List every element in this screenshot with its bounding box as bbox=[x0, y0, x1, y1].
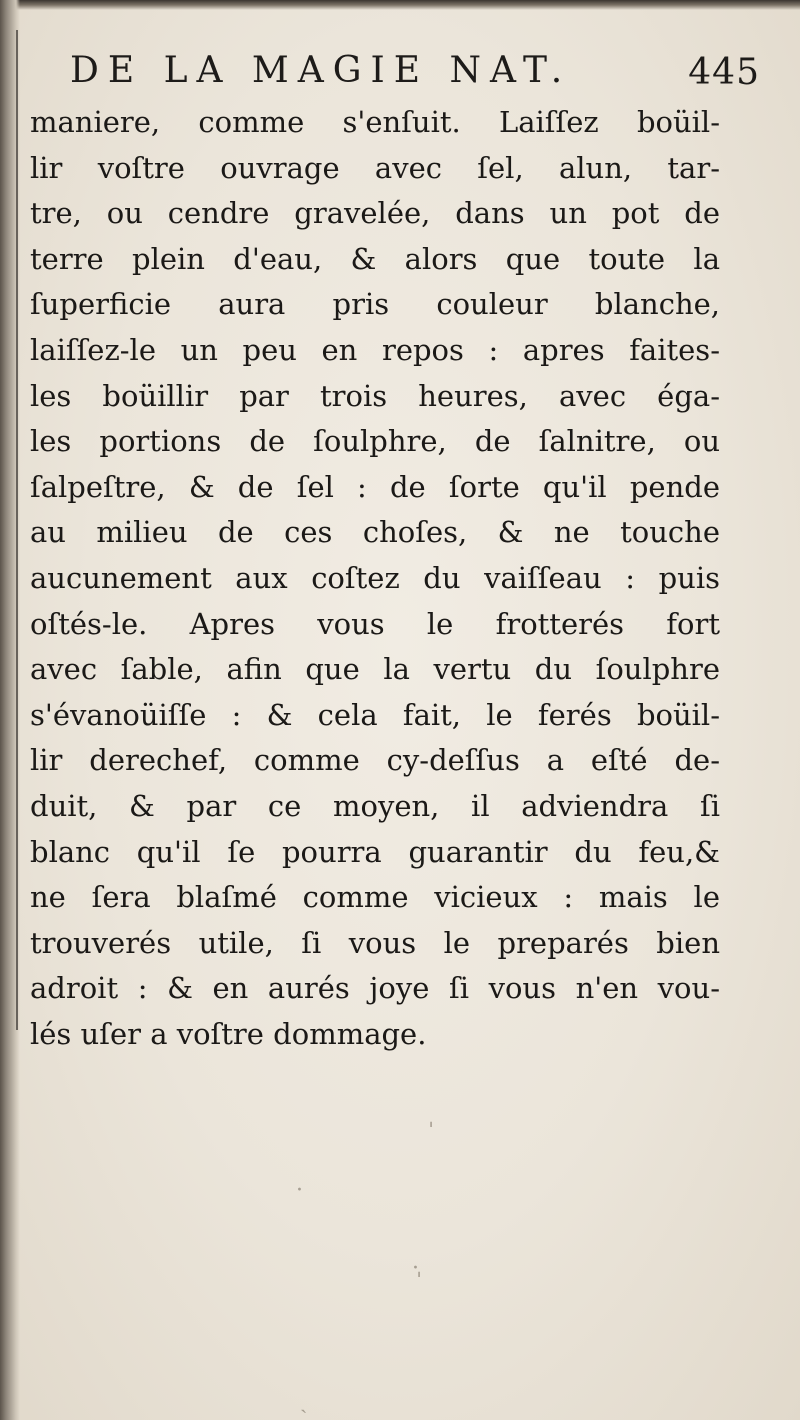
text-line: blanc qu'il ſe pourra guarantir du feu,& bbox=[30, 834, 720, 869]
page-number: 445 bbox=[688, 52, 760, 93]
binding-rule bbox=[16, 30, 18, 1030]
text-line: maniere, comme s'enſuit. Laiſſez boüil- bbox=[30, 105, 720, 139]
ink-speck: ˈ bbox=[428, 1120, 435, 1145]
page-top-edge bbox=[0, 0, 800, 10]
text-line: les portions de ſoulphre, de ſalnitre, ou bbox=[30, 424, 720, 459]
text-line: ſalpeſtre, & de ſel : de ſorte qu'il pende bbox=[30, 469, 720, 504]
text-line: tre, ou cendre gravelée, dans un pot de bbox=[30, 196, 720, 231]
text-line: laiſſez-le un peu en repos : apres faites- bbox=[30, 332, 720, 367]
text-line: s'évanoüiſſe : & cela fait, le ferés boüil- bbox=[30, 697, 720, 732]
ink-speck: · bbox=[296, 1178, 303, 1203]
ink-speck: ˈ bbox=[416, 1270, 423, 1295]
text-line: aucunement aux coſtez du vaiſſeau : puis bbox=[30, 560, 720, 595]
text-line: duit, & par ce moyen, il adviendra ſi bbox=[30, 788, 720, 823]
text-line: ne ſera blaſmé comme vicieux : mais le bbox=[30, 880, 720, 915]
text-line: lés uſer a voſtre dommage. bbox=[30, 1016, 427, 1051]
running-head bbox=[70, 50, 760, 98]
text-line: au milieu de ces choſes, & ne touche bbox=[30, 515, 720, 550]
text-line: trouverés utile, ſi vous le preparés bien bbox=[30, 925, 720, 960]
text-line: adroit : & en aurés joye ſi vous n'en vou- bbox=[30, 971, 720, 1006]
body-text bbox=[30, 100, 720, 1057]
text-line: ſuperficie aura pris couleur blanche, bbox=[30, 287, 720, 322]
text-line: terre plein d'eau, & alors que toute la bbox=[30, 241, 720, 276]
text-line: oſtés-le. Apres vous le frotterés fort bbox=[30, 606, 720, 641]
ink-speck: · bbox=[412, 1256, 419, 1281]
text-line: avec ſable, afin que la vertu du ſoulphre bbox=[30, 652, 720, 687]
running-title: DE LA MAGIE NAT. bbox=[70, 50, 572, 91]
text-line: les boüillir par trois heures, avec éga- bbox=[30, 378, 720, 413]
text-line: lir voſtre ouvrage avec ſel, alun, tar- bbox=[30, 150, 720, 185]
ink-speck: ˏ bbox=[300, 1389, 308, 1414]
text-line: lir derechef, comme cy-deſſus a eſté de- bbox=[30, 743, 720, 778]
